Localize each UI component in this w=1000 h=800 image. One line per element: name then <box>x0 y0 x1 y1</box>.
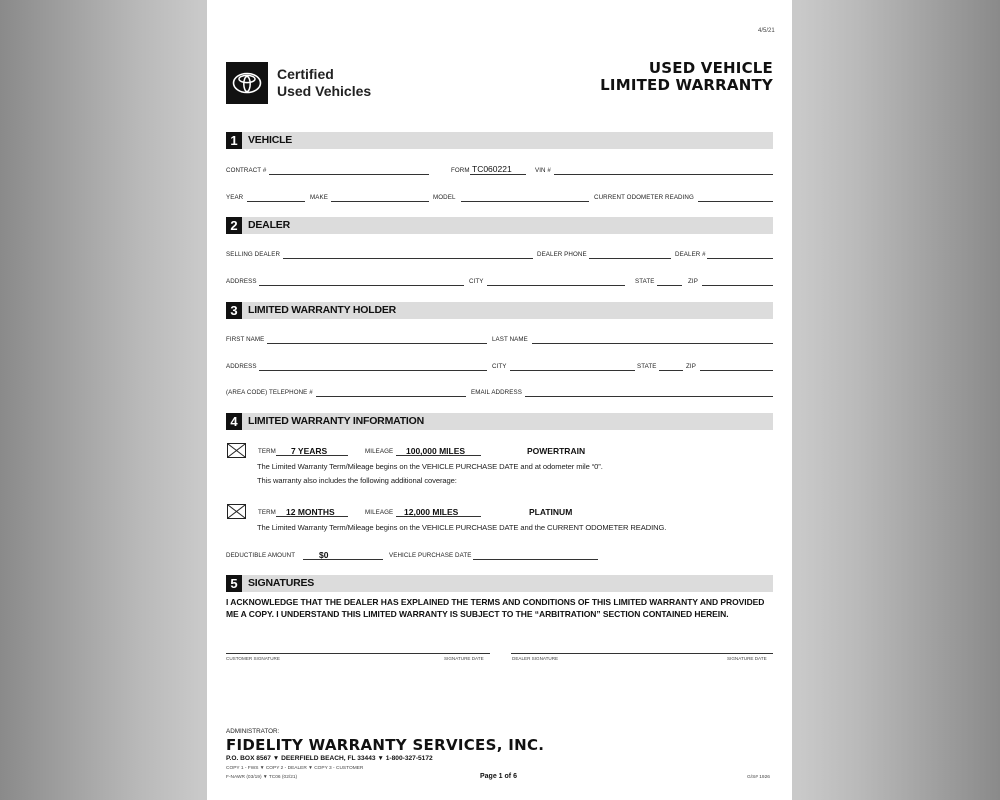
copy-distribution: COPY 1 - FWS ▼ COPY 2 - DEALER ▼ COPY 3 - CUSTOMER <box>226 766 364 771</box>
form-code: F-NAWR (03/19) ▼ TC06 (02/21) <box>226 775 298 780</box>
warranty-form-page <box>207 0 792 800</box>
last-name-field[interactable] <box>532 343 773 344</box>
email-label: EMAIL ADDRESS <box>471 389 522 396</box>
model-label: MODEL <box>433 194 456 201</box>
section-signatures-header <box>226 575 773 592</box>
form-value: TC060221 <box>472 164 512 174</box>
platinum-plan: PLATINUM <box>529 507 573 517</box>
checked-x-icon <box>227 443 246 458</box>
platinum-text1: The Limited Warranty Term/Mileage begins on the VEHICLE PURCHASE DATE and the CURRENT ODOMETER READING. <box>257 523 667 532</box>
odometer-field[interactable] <box>698 201 773 202</box>
contract-field[interactable] <box>269 174 429 175</box>
odometer-label: CURRENT ODOMETER READING <box>594 194 694 201</box>
section-title: LIMITED WARRANTY HOLDER <box>248 304 397 316</box>
acknowledgement-text: I ACKNOWLEDGE THAT THE DEALER HAS EXPLAINED THE TERMS AND CONDITIONS OF THIS LIMITED WARRANTY AND PROVIDED ME A COPY. I UNDERSTAND THIS LIMITED WARRANTY IS SUBJECT TO THE “ARBITRATION” SECTION CONTAINED HEREIN. <box>226 597 765 619</box>
year-label: YEAR <box>226 194 244 201</box>
section-number: 2 <box>226 217 242 234</box>
dealer-number-field[interactable] <box>707 258 773 259</box>
vin-label: VIN # <box>535 167 551 174</box>
dealer-city-field[interactable] <box>487 285 625 286</box>
powertrain-text1: The Limited Warranty Term/Mileage begins on the VEHICLE PURCHASE DATE and at odometer mile “0”. <box>257 462 603 471</box>
dealer-signature-field[interactable] <box>511 653 773 654</box>
powertrain-term-label: TERM <box>258 448 276 455</box>
holder-zip-label: ZIP <box>686 363 696 370</box>
logo-line2: Used Vehicles <box>277 83 372 99</box>
first-name-field[interactable] <box>267 343 487 344</box>
toyota-logo <box>226 62 268 104</box>
powertrain-mileage-field <box>396 455 481 456</box>
model-field[interactable] <box>461 201 589 202</box>
holder-city-field[interactable] <box>510 370 635 371</box>
purchase-date-label: VEHICLE PURCHASE DATE <box>389 552 472 559</box>
dealer-state-label: STATE <box>635 278 655 285</box>
powertrain-plan: POWERTRAIN <box>527 446 586 456</box>
dealer-number-label: DEALER # <box>675 251 706 258</box>
form-date: 4/5/21 <box>758 28 775 34</box>
platinum-mileage-label: MILEAGE <box>365 509 394 516</box>
section-vehicle-header <box>226 132 773 149</box>
vin-field[interactable] <box>554 174 773 175</box>
powertrain-checkbox[interactable] <box>227 443 246 458</box>
administrator-label: ADMINISTRATOR: <box>226 728 280 735</box>
platinum-term-field <box>276 516 348 517</box>
make-field[interactable] <box>331 201 429 202</box>
document-title <box>600 60 773 94</box>
section-number: 5 <box>226 575 242 592</box>
dealer-address-label: ADDRESS <box>226 278 257 285</box>
section-info-header <box>226 413 773 430</box>
powertrain-mileage-label: MILEAGE <box>365 448 394 455</box>
purchase-date-field[interactable] <box>473 559 598 560</box>
gs-number: G/S# 1926 <box>747 775 770 780</box>
administrator-address: P.O. BOX 8567 ▼ DEERFIELD BEACH, FL 33443 ▼ 1-800-327-5172 <box>226 755 433 762</box>
platinum-mileage-value: 12,000 MILES <box>404 507 459 517</box>
email-field[interactable] <box>525 396 773 397</box>
dealer-state-field[interactable] <box>657 285 682 286</box>
holder-address-label: ADDRESS <box>226 363 257 370</box>
checked-x-icon <box>227 504 246 519</box>
section-holder-header <box>226 302 773 319</box>
year-field[interactable] <box>247 201 305 202</box>
section-number: 4 <box>226 413 242 430</box>
customer-signature-field[interactable] <box>226 653 490 654</box>
holder-city-label: CITY <box>492 363 507 370</box>
platinum-checkbox[interactable] <box>227 504 246 519</box>
form-field <box>470 174 526 175</box>
dealer-zip-field[interactable] <box>702 285 773 286</box>
dealer-zip-label: ZIP <box>688 278 698 285</box>
certified-logo-text <box>277 66 371 100</box>
deductible-field <box>303 559 383 560</box>
platinum-term-label: TERM <box>258 509 276 516</box>
selling-dealer-label: SELLING DEALER <box>226 251 281 258</box>
platinum-mileage-field <box>396 516 481 517</box>
dealer-signature-date-label: SIGNATURE DATE <box>727 656 767 661</box>
section-dealer-header <box>226 217 773 234</box>
section-title: SIGNATURES <box>248 577 315 589</box>
title-line1: USED VEHICLE <box>648 59 773 77</box>
last-name-label: LAST NAME <box>492 336 528 343</box>
deductible-label: DEDUCTIBLE AMOUNT <box>226 552 296 559</box>
administrator-name: FIDELITY WARRANTY SERVICES, INC. <box>226 736 545 754</box>
platinum-term-value: 12 MONTHS <box>286 507 335 517</box>
first-name-label: FIRST NAME <box>226 336 265 343</box>
section-title: LIMITED WARRANTY INFORMATION <box>248 415 424 427</box>
holder-state-label: STATE <box>637 363 657 370</box>
section-number: 1 <box>226 132 242 149</box>
holder-address-field[interactable] <box>259 370 487 371</box>
telephone-field[interactable] <box>316 396 466 397</box>
title-line2: LIMITED WARRANTY <box>600 76 773 94</box>
deductible-value: $0 <box>319 550 329 560</box>
powertrain-term-value: 7 YEARS <box>291 446 328 456</box>
logo-line1: Certified <box>277 66 334 82</box>
dealer-signature-label: DEALER SIGNATURE <box>512 656 559 661</box>
section-title: VEHICLE <box>248 134 293 146</box>
toyota-emblem-icon <box>232 72 262 94</box>
make-label: MAKE <box>310 194 328 201</box>
holder-zip-field[interactable] <box>700 370 773 371</box>
dealer-city-label: CITY <box>469 278 484 285</box>
powertrain-term-field <box>276 455 348 456</box>
selling-dealer-field[interactable] <box>283 258 533 259</box>
contract-label: CONTRACT # <box>226 167 267 174</box>
dealer-phone-label: DEALER PHONE <box>537 251 587 258</box>
dealer-address-field[interactable] <box>259 285 464 286</box>
holder-state-field[interactable] <box>659 370 683 371</box>
dealer-phone-field[interactable] <box>589 258 671 259</box>
customer-signature-label: CUSTOMER SIGNATURE <box>226 656 280 661</box>
section-number: 3 <box>226 302 242 319</box>
section-title: DEALER <box>248 219 290 231</box>
customer-signature-date-label: SIGNATURE DATE <box>444 656 484 661</box>
powertrain-text2: This warranty also includes the following additional coverage: <box>257 476 457 485</box>
telephone-label: (AREA CODE) TELEPHONE # <box>226 389 313 396</box>
powertrain-mileage-value: 100,000 MILES <box>406 446 466 456</box>
form-label: FORM <box>451 167 470 174</box>
page-number: Page 1 of 6 <box>480 773 517 780</box>
